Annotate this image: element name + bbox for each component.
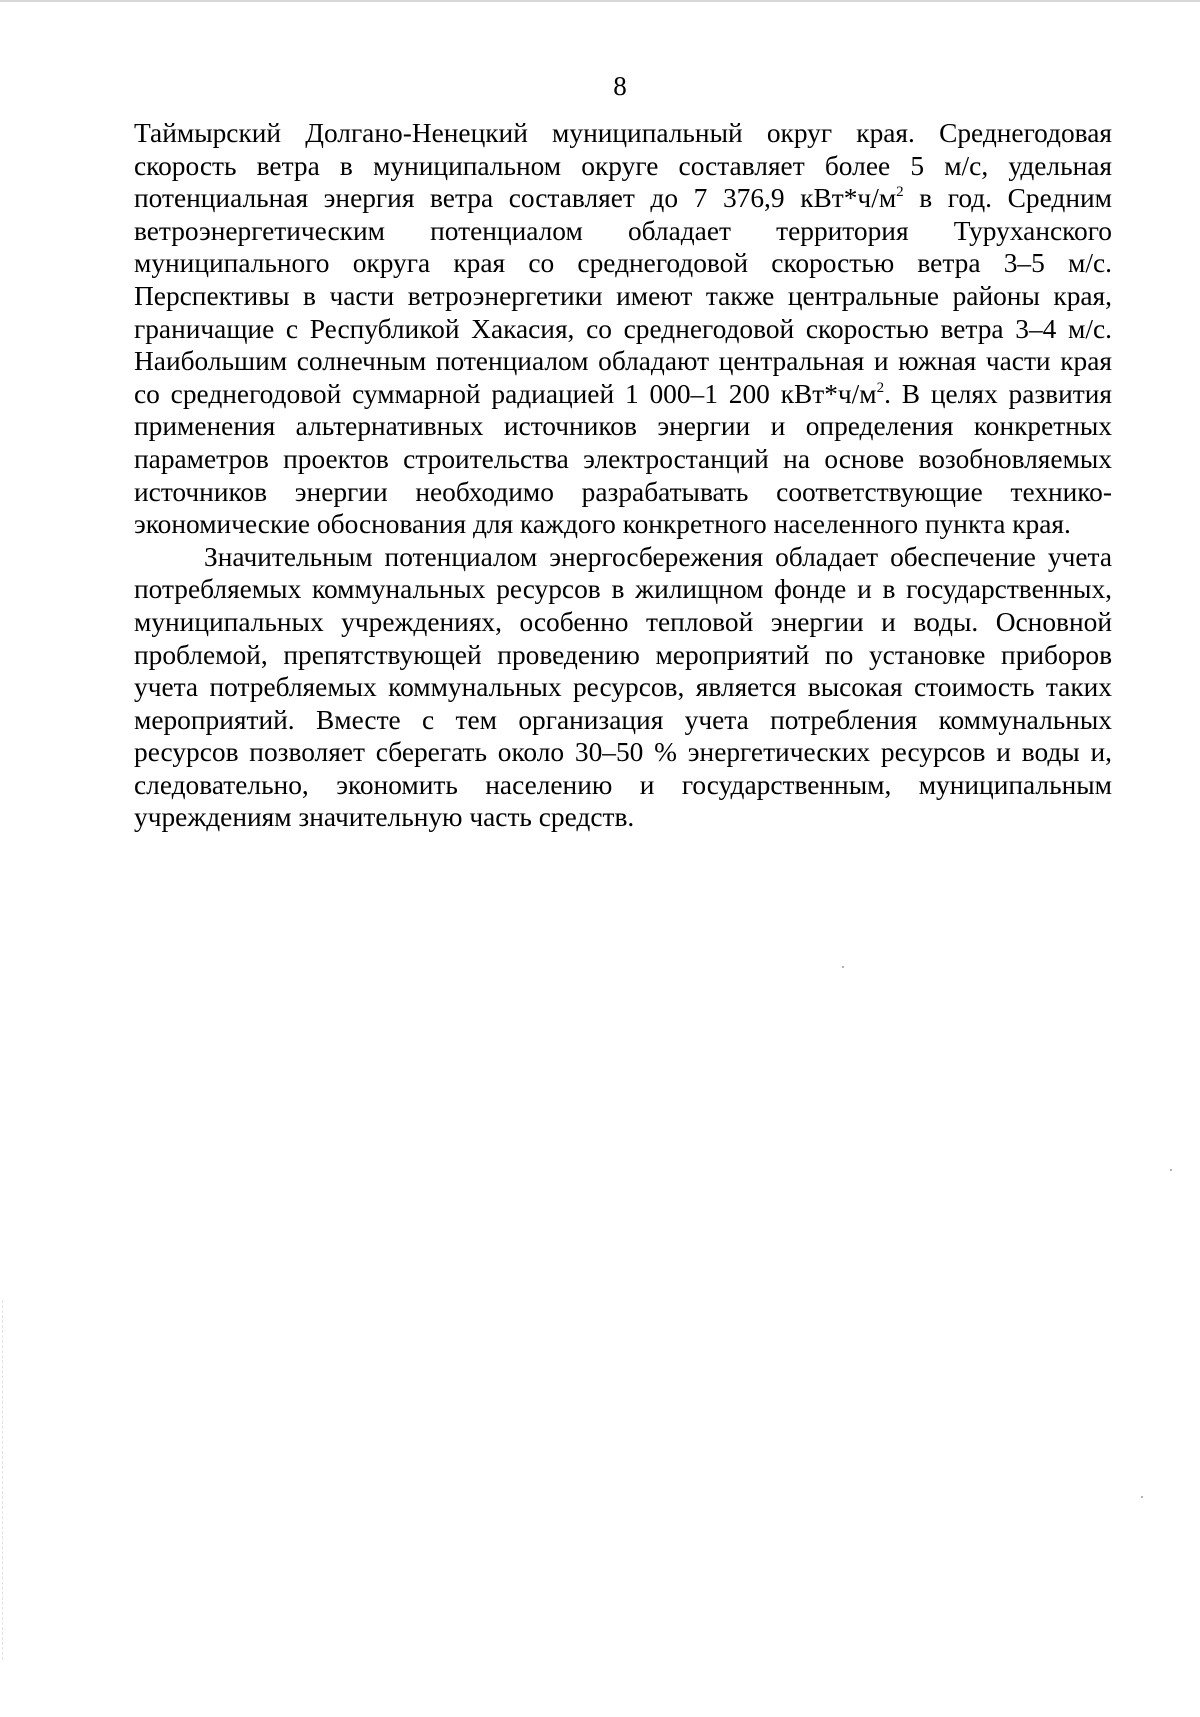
scan-speck — [842, 966, 844, 968]
paragraph-1-part-3: . В целях развития применения альтернативных источников энергии и определения конкретных параметров проектов строительства электростанций на основе возобновляемых источников энергии необходимо разрабатывать соответствующие технико-экономические обоснования для каждого конкретного населенного пункта края. — [134, 378, 1112, 540]
scan-top-edge — [0, 0, 1200, 2]
body-text — [134, 117, 1112, 834]
paragraph-1-part-2: в год. Средним ветроэнергетическим потенциалом обладает территория Туруханского муниципального округа края со среднегодовой скоростью ветра 3–5 м/с. Перспективы в части ветроэнергетики имеют также центральные районы края, граничащие с Республикой Хакасия, со среднегодовой скоростью ветра 3–4 м/с. Наибольшим солнечным потенциалом обладают центральная и южная части края со среднегодовой суммарной радиацией 1 000–1 200 кВт*ч/м — [134, 183, 1112, 409]
scan-left-edge — [2, 1300, 4, 1660]
scan-speck — [1141, 1496, 1143, 1498]
superscript-squared: 2 — [876, 379, 885, 396]
paragraph-1-part-1: Таймырский Долгано-Ненецкий муниципальный округ края. Среднегодовая скорость ветра в муниципальном округе составляет более 5 м/с, удельная потенциальная энергия ветра составляет до 7 376,9 кВт*ч/м — [134, 118, 1112, 214]
page-number: 8 — [613, 71, 627, 101]
scan-speck — [1170, 1169, 1172, 1171]
superscript-squared: 2 — [896, 184, 904, 201]
paragraph-energy-saving: Значительным потенциалом энергосбережения обладает обеспечение учета потребляемых коммунальных ресурсов в жилищном фонде и в государственных, муниципальных учреждениях, особенно тепловой энергии и воды. Основной проблемой, препятствующей проведению мероприятий по установке приборов учета потребляемых коммунальных ресурсов, является высокая стоимость таких мероприятий. Вместе с тем организация учета потребления коммунальных ресурсов позволяет сберегать около 30–50 % энергетических ресурсов и воды и, следовательно, экономить населению и государственным, муниципальным учреждениям значительную часть средств. — [134, 541, 1112, 833]
paragraph-renewable-energy — [134, 117, 1112, 541]
